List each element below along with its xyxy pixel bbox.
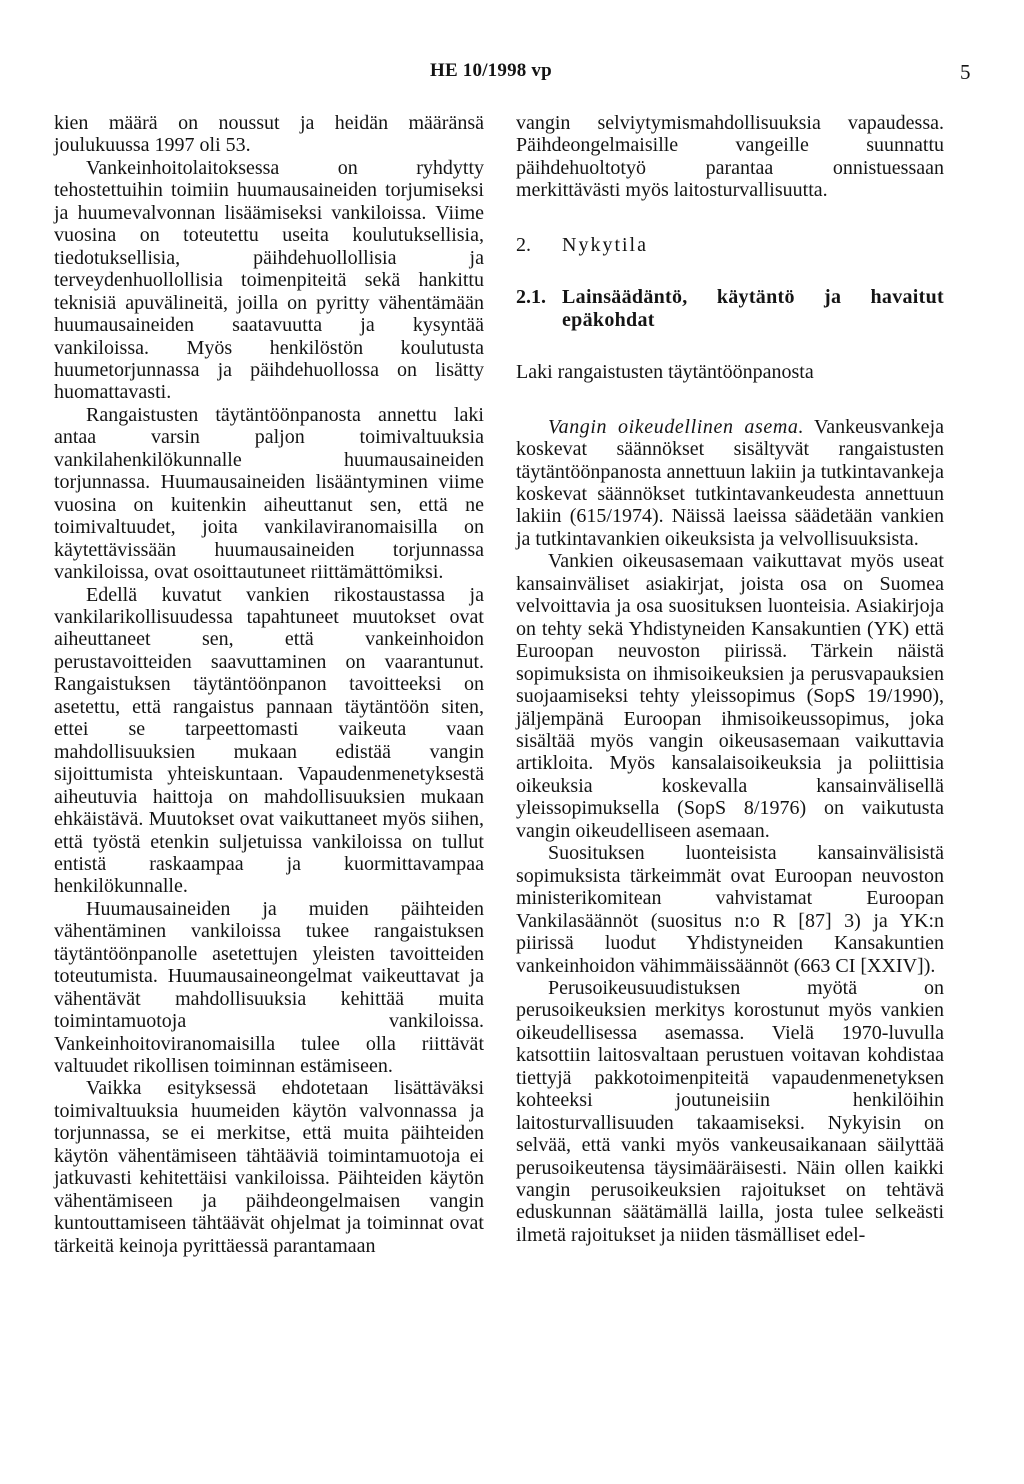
subsection-heading-lainsaadanto xyxy=(516,286,944,331)
paragraph-right-4: Suosituksen luonteisista kansainvälisistä sopimuksista tärkeimmät ovat Euroopan neuvoston ministerikomitean vahvistamat Euroopan Vankilasäännöt (suositus n:o R [87] 3) ja YK:n piirissä luodut Yhdistyneiden Kansakuntien vankeinhoidon vähimmäissäännöt (663 CI [XXIV]). xyxy=(516,842,944,977)
paragraph-right-3: Vankien oikeusasemaan vaikuttavat myös useat kansainväliset asiakirjat, joista osa on Suomea velvoittavia ja osa suosituksen luonteisia. Asiakirjoja on tehty sekä Yhdistyneiden Kansakuntien (YK) että Euroopan neuvoston piirissä. Tärkein näistä sopimuksista on ihmisoikeuksien ja perusvapauksien suojaamiseksi tehty yleissopimus (SopS 19/1990), jäljempänä Euroopan ihmisoikeussopimus, joka sisältää myös vangin oikeusasemaan vaikuttavia artikloita. Myös kansalaisoikeuksia ja poliittisia oikeuksia koskevalla kansainvälisellä yleissopimuksella (SopS 8/1976) on vaikutusta vangin oikeudelliseen asemaan. xyxy=(516,550,944,842)
paragraph-left-5: Huumausaineiden ja muiden päihteiden vähentäminen vankiloissa tukee rangaistuksen täytäntöönpanolle asetettujen yleisten tavoitteiden toteutumista. Huumausaineongelmat vaikeuttavat ja vähentävät mahdollisuuksia kehittää muita toimintamuotoja vankiloissa. Vankeinhoitoviranomaisilla tulee olla riittävät valtuudet rikollisen toiminnan estämiseen. xyxy=(54,897,484,1078)
paragraph-right-2-body: Vankeusvankeja koskevat säännökset sisältyvät rangaistusten täytäntöönpanosta annettuun lakiin ja tutkintavankeja koskevat säännökset tutkintavankeudesta annettuun lakiin (615/1974). Näissä laeissa säädetään vankien ja tutkintavankien oikeuksista ja velvollisuuksista. xyxy=(516,415,944,550)
inline-italic-heading: Vangin oikeudellinen asema. xyxy=(548,415,805,438)
document-id: HE 10/1998 vp xyxy=(430,60,552,81)
paragraph-right-1: vangin selviytymismahdollisuuksia vapaudessa. Päihdeongelmaisille vangeille suunnattu päihdehuoltotyö parantaa onnistuessaan merkittävästi myös laitosturvallisuutta. xyxy=(516,112,944,202)
paragraph-left-2: Vankeinhoitolaitoksessa on ryhdytty tehostettuihin toimiin huumausaineiden torjumiseksi ja huumevalvonnan lisäämiseksi vankiloissa. Viime vuosina on toteutettu useita koulutuksellisia, tiedotuksellisia, päihdehuollollisia ja terveydenhuollollisia toimenpiteitä sekä hankittu teknisiä apuvälineitä, joilla on pyritty vähentämään huumausaineiden saatavuutta ja kysyntää vankiloissa. Myös henkilöstön koulutusta huumetorjunnassa ja päihdehuollossa on lisätty huomattavasti. xyxy=(54,156,484,404)
subsection-title: Lainsäädäntö, käytäntö ja havaitut epäkohdat xyxy=(562,286,944,331)
section-number: 2. xyxy=(516,233,531,256)
paragraph-left-3: Rangaistusten täytäntöönpanosta annettu laki antaa varsin paljon toimivaltuuksia vankilahenkilökunnalle huumausaineiden torjunnassa. Huumausaineiden lisääntyminen viime vuosina on kuitenkin aiheuttanut sen, että ne toimivaltuudet, joita vankilaviranomaisilla on käytettävissään huumausaineiden torjunnassa vankiloissa, ovat osoittautuneet riittämättömiksi. xyxy=(54,403,484,584)
right-column xyxy=(516,112,944,1246)
law-subheading: Laki rangaistusten täytäntöönpanosta xyxy=(516,361,814,384)
paragraph-right-2 xyxy=(516,416,944,551)
section-title: Nykytila xyxy=(562,233,648,256)
paragraph-left-6: Vaikka esityksessä ehdotetaan lisättäväksi toimivaltuuksia huumeiden käytön valvonnassa ja torjunnassa, se ei merkitse, että muita päihteiden käytön vähentämiseen tähtääviä toimintamuotoja ei jatkuvasti kehitettäisi vankiloissa. Päihteiden käytön vähentämiseen ja päihdeongelmaisen vangin kuntouttamiseen tähtäävät ohjelmat ja toiminnat ovat tärkeitä keinoja pyrittäessä parantamaan xyxy=(54,1077,484,1257)
running-header xyxy=(0,60,1024,90)
paragraph-right-5: Perusoikeusuudistuksen myötä on perusoikeuksien merkitys korostunut myös vankien oikeudellisessa asemassa. Vielä 1970-luvulla katsottiin laitosvaltaan perustuen voitavan kohdistaa tiettyjä pakkotoimenpiteitä vapaudenmenetyksen kohteeksi joutuneisiin henkilöihin laitosturvallisuuden takaamiseksi. Nykyisin on selvää, että vanki myös vankeusaikanaan säilyttää perusoikeutensa täysimääräisesti. Näin ollen kaikki vangin perusoikeuksien rajoitukset on tehtävä eduskunnan säätämällä lailla, josta tulee selkeästi ilmetä rajoitukset ja niiden täsmälliset edel- xyxy=(516,976,944,1246)
page-number: 5 xyxy=(960,60,971,84)
section-heading-nykytila xyxy=(516,234,944,256)
left-column xyxy=(54,112,484,1257)
paragraph-left-4: Edellä kuvatut vankien rikostaustassa ja vankilarikollisuudessa tapahtuneet muutokset ovat aiheuttaneet sen, että vankeinhoidon perustavoitteiden saavuttaminen on vaarantunut. Rangaistuksen täytäntöönpanon tavoitteeksi on asetettu, että rangaistus pannaan täytäntöön siten, ettei se tarpeettomasti vaikeuta vaan mahdollisuuksien mukaan edistää vangin sijoittumista yhteiskuntaan. Vapaudenmenetyksestä aiheutuvia haittoja on mahdollisuuksien mukaan ehkäistävä. Muutokset ovat vaikuttaneet myös siihen, että työstä etenkin suljetuissa vankiloissa on tullut entistä raskaampaa ja kuormittavampaa henkilökunnalle. xyxy=(54,583,484,898)
paragraph-left-1: kien määrä on noussut ja heidän määränsä joulukuussa 1997 oli 53. xyxy=(54,112,484,157)
subsection-number: 2.1. xyxy=(516,286,546,309)
